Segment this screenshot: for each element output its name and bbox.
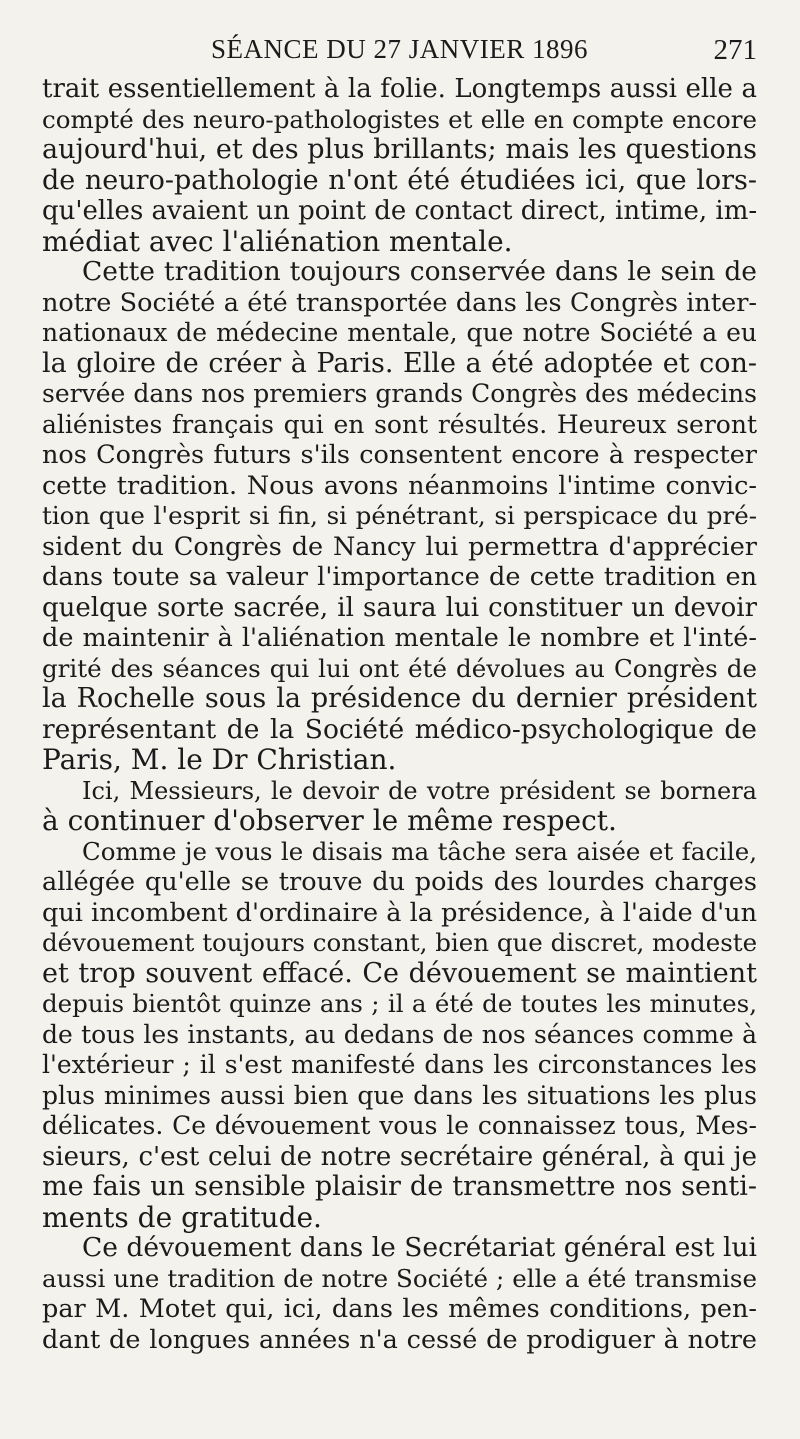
text-line: nos Congrès futurs s'ils consentent encore à respecter xyxy=(42,440,757,470)
text-line: de neuro-pathologie n'ont été étudiées ici, que lors- xyxy=(42,165,757,196)
text-line: dévouement toujours constant, bien que discret, modeste xyxy=(42,928,757,957)
text-line: servée dans nos premiers grands Congrès des médecins xyxy=(42,379,757,408)
text-line: plus minimes aussi bien que dans les situations les plus xyxy=(42,1080,757,1110)
text-line: délicates. Ce dévouement vous le connaissez tous, Mes- xyxy=(42,1111,757,1140)
body-text xyxy=(42,74,757,1414)
text-line: me fais un sensible plaisir de transmettre nos senti- xyxy=(42,1172,757,1202)
text-line: l'extérieur ; il s'est manifesté dans les circonstances les xyxy=(42,1050,757,1079)
text-line: qui incombent d'ordinaire à la présidence, à l'aide d'un xyxy=(42,897,757,928)
text-line: cette tradition. Nous avons néanmoins l'intime convic- xyxy=(42,470,757,501)
text-line: Paris, M. le Dr Christian. xyxy=(42,745,397,776)
text-line: tion que l'esprit si fin, si pénétrant, si perspicace du pré- xyxy=(42,501,757,530)
text-line: dant de longues années n'a cessé de prodiguer à notre xyxy=(42,1324,757,1355)
page-number: 271 xyxy=(713,34,757,66)
text-line: qu'elles avaient un point de contact direct, intime, im- xyxy=(42,196,757,226)
text-line: compté des neuro-pathologistes et elle en compte encore xyxy=(42,104,757,134)
text-line: depuis bientôt quinze ans ; il a été de toutes les minutes, xyxy=(42,989,757,1018)
text-line: quelque sorte sacrée, il saura lui constituer un devoir xyxy=(42,592,757,623)
running-title: SÉANCE DU 27 JANVIER 1896 xyxy=(211,34,588,64)
text-line: nationaux de médecine mentale, que notre Société a eu xyxy=(42,318,757,347)
text-line: sieurs, c'est celui de notre secrétaire général, à qui je xyxy=(42,1141,757,1172)
text-line: et trop souvent effacé. Ce dévouement se maintient xyxy=(42,958,757,989)
text-line: ments de gratitude. xyxy=(42,1202,322,1233)
text-line: médiat avec l'aliénation mentale. xyxy=(42,226,513,257)
text-line: par M. Motet qui, ici, dans les mêmes conditions, pen- xyxy=(42,1294,757,1324)
text-line: Ici, Messieurs, le devoir de votre président se bornera xyxy=(82,776,757,805)
text-line: sident du Congrès de Nancy lui permettra d'apprécier xyxy=(42,531,757,562)
text-line: dans toute sa valeur l'importance de cette tradition en xyxy=(42,562,757,592)
text-line: de tous les instants, au dedans de nos séances comme à xyxy=(42,1019,757,1049)
text-line: grité des séances qui lui ont été dévolues au Congrès de xyxy=(42,653,757,683)
text-line: allégée qu'elle se trouve du poids des lourdes charges xyxy=(42,867,757,897)
text-line: représentant de la Société médico-psychologique de xyxy=(42,714,757,745)
text-line: la gloire de créer à Paris. Elle a été adoptée et con- xyxy=(42,348,757,379)
text-line: la Rochelle sous la présidence du dernier président xyxy=(42,684,757,714)
text-line: de maintenir à l'aliénation mentale le nombre et l'inté- xyxy=(42,623,757,653)
running-head xyxy=(42,34,757,74)
text-line: à continuer d'observer le même respect. xyxy=(42,806,617,837)
text-line: notre Société a été transportée dans les Congrès inter- xyxy=(42,287,757,318)
text-line: Comme je vous le disais ma tâche sera aisée et facile, xyxy=(82,836,757,866)
text-line: Ce dévouement dans le Secrétariat général est lui xyxy=(82,1233,757,1263)
text-line: Cette tradition toujours conservée dans le sein de xyxy=(82,257,757,287)
text-line: aujourd'hui, et des plus brillants; mais les questions xyxy=(42,135,757,165)
text-line: aliénistes français qui en sont résultés. Heureux seront xyxy=(42,409,757,439)
text-line: aussi une tradition de notre Société ; elle a été transmise xyxy=(42,1263,757,1293)
text-line: trait essentiellement à la folie. Longtemps aussi elle a xyxy=(42,74,757,104)
